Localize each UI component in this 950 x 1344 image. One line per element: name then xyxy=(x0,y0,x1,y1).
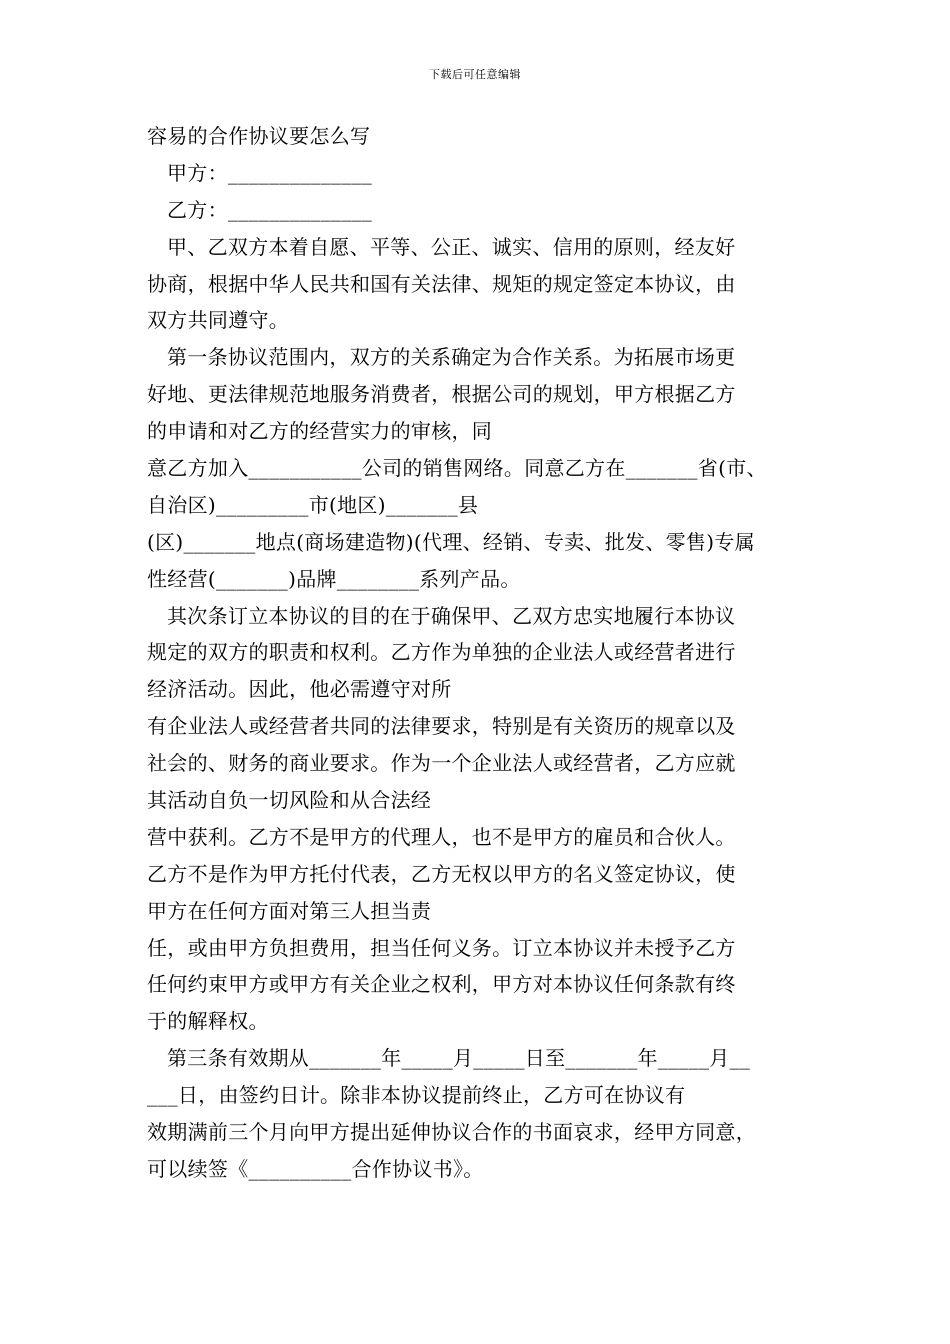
text-line: 其次条订立本协议的目的在于确保甲、乙双方忠实地履行本协议 xyxy=(167,603,736,628)
text-line: 社会的、财务的商业要求。作为一个企业法人或经营者，乙方应就 xyxy=(147,751,736,776)
text-line: ___日，由签约日计。除非本协议提前终止，乙方可在协议有 xyxy=(147,1083,686,1108)
text-line: 好地、更法律规范地服务消费者，根据公司的规划，甲方根据乙方 xyxy=(147,382,736,407)
text-line: 于的解释权。 xyxy=(147,1009,269,1034)
text-line: 性经营(_______)品牌________系列产品。 xyxy=(147,566,521,591)
text-line: 经济活动。因此，他必需遵守对所 xyxy=(147,677,452,702)
text-line: 甲方：______________ xyxy=(167,160,373,185)
text-line: 乙方不是作为甲方托付代表，乙方无权以甲方的名义签定协议，使 xyxy=(147,861,736,886)
text-line: 甲方在任何方面对第三人担当责 xyxy=(147,898,432,923)
text-line: 可以续签《__________合作协议书》。 xyxy=(147,1156,484,1181)
text-line: 第一条协议范围内，双方的关系确定为合作关系。为拓展市场更 xyxy=(167,345,736,370)
text-line: 的申请和对乙方的经营实力的审核，同 xyxy=(147,419,493,444)
text-line: 第三条有效期从_______年_____月_____日至_______年_____月__ xyxy=(167,1046,751,1071)
text-line: 有企业法人或经营者共同的法律要求，特别是有关资历的规章以及 xyxy=(147,714,736,739)
document-title: 容易的合作协议要怎么写 xyxy=(147,124,371,148)
text-line: 甲、乙双方本着自愿、平等、公正、诚实、信用的原则，经友好 xyxy=(167,234,736,259)
text-line: 其活动自负一切风险和从合法经 xyxy=(147,788,432,813)
text-line: 自治区)_________市(地区)_______县 xyxy=(147,492,479,517)
page-header: 下载后可任意编辑 xyxy=(429,68,521,81)
text-line: 规定的双方的职责和权利。乙方作为单独的企业法人或经营者进行 xyxy=(147,640,736,665)
text-line: 意乙方加入___________公司的销售网络。同意乙方在_______省(市、 xyxy=(147,456,767,481)
text-line: 营中获利。乙方不是甲方的代理人，也不是甲方的雇员和合伙人。 xyxy=(147,824,736,849)
text-line: (区)_______地点(商场建造物)(代理、经销、专卖、批发、零售)专属 xyxy=(147,529,755,554)
text-line: 乙方：______________ xyxy=(167,197,373,222)
text-line: 效期满前三个月向甲方提出延伸协议合作的书面哀求，经甲方同意， xyxy=(147,1120,756,1145)
text-line: 任，或由甲方负担费用，担当任何义务。订立本协议并未授予乙方 xyxy=(147,935,736,960)
text-line: 协商，根据中华人民共和国有关法律、规矩的规定签定本协议，由 xyxy=(147,271,736,296)
document-body xyxy=(147,118,827,1188)
text-line: 双方共同遵守。 xyxy=(147,308,290,333)
text-line: 任何约束甲方或甲方有关企业之权利，甲方对本协议任何条款有终 xyxy=(147,972,736,997)
